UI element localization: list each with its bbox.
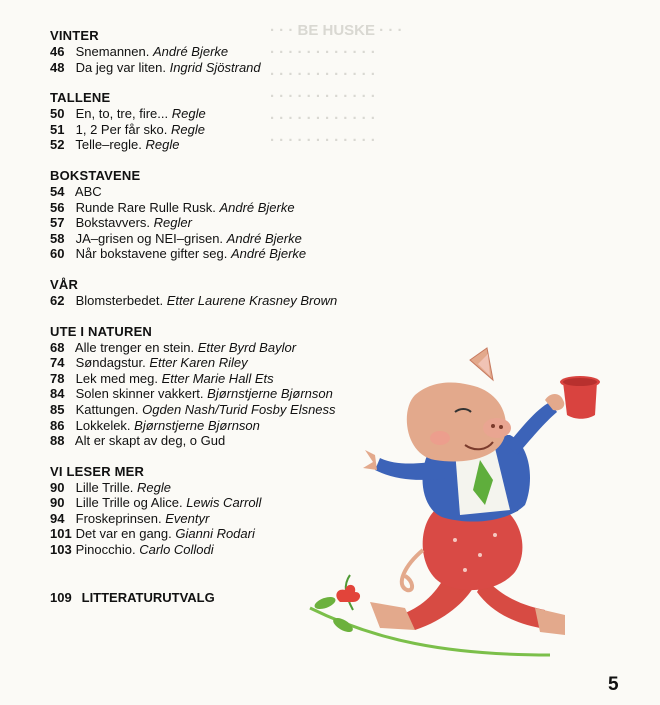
entry-title: 1, 2 Per får sko.	[75, 121, 168, 137]
entry-author: Regle	[137, 479, 172, 495]
page-ref: 101	[50, 526, 72, 542]
page-ref: 50	[50, 106, 65, 122]
toc-entry[interactable]	[50, 60, 337, 76]
entry-title: Blomsterbedet.	[75, 292, 164, 308]
toc-section-tallene	[50, 90, 337, 153]
entry-author: Ogden Nash/Turid Fosby Elsness	[142, 401, 336, 417]
toc-entry[interactable]	[50, 184, 337, 200]
page-ref: 46	[50, 44, 65, 59]
page-ref: 85	[50, 401, 65, 417]
entry-author: Regle	[171, 121, 205, 137]
toc-entry[interactable]	[50, 137, 337, 153]
entry-author: André Bjerke	[231, 246, 307, 262]
page-ref: 94	[50, 510, 65, 526]
page-ref: 84	[50, 386, 65, 402]
toc-entry[interactable]	[50, 215, 337, 231]
page-ref: 109	[50, 590, 72, 605]
page-ref: 90	[50, 479, 65, 495]
entry-title: Da jeg var liten.	[75, 59, 166, 75]
entry-author: Bjørnstjerne Bjørnson	[207, 386, 333, 402]
toc-entry[interactable]	[50, 106, 337, 122]
entry-title: ABC	[74, 183, 102, 199]
entry-title: Lek med meg.	[75, 370, 158, 386]
entry-author: André Bjerke	[219, 199, 295, 215]
entry-author: Gianni Rodari	[175, 526, 255, 542]
section-heading: BOKSTAVENE	[50, 167, 141, 183]
page-ref: 57	[50, 215, 65, 231]
entry-author: André Bjerke	[226, 230, 302, 246]
entry-author: Bjørnstjerne Bjørnson	[134, 417, 260, 433]
page-ref: 90	[50, 495, 65, 511]
entry-author: Ingrid Sjöstrand	[169, 59, 261, 75]
entry-author: Regler	[153, 215, 192, 231]
ghost-line: · · · BE HUSKE · · ·	[270, 22, 403, 39]
toc-entry[interactable]	[50, 122, 337, 138]
entry-author: Carlo Collodi	[139, 542, 214, 558]
page-ref: 88	[50, 433, 65, 449]
entry-title: Froskeprinsen.	[75, 510, 162, 526]
entry-title: Solen skinner vakkert.	[75, 386, 204, 402]
entry-title: Når bokstavene gifter seg.	[75, 246, 228, 262]
ghost-line: · · · · · · · · · · · ·	[270, 88, 376, 105]
page-ref: 103	[50, 542, 72, 558]
entry-author: Regle	[145, 137, 180, 153]
section-heading: VI LESER MER	[50, 463, 145, 479]
page-number: 5	[608, 674, 619, 695]
page-ref: 60	[50, 246, 65, 262]
entry-author: Etter Laurene Krasney Brown	[166, 292, 338, 308]
ghost-line: · · · · · · · · · · · ·	[270, 44, 376, 61]
page-ref: 52	[50, 137, 65, 153]
entry-author: Etter Karen Riley	[149, 355, 248, 371]
toc-section-bokstavene	[50, 168, 337, 262]
page-ref: 48	[50, 59, 65, 75]
entry-title: LITTERATURUTVALG	[81, 590, 215, 605]
page-ref: 58	[50, 230, 65, 246]
entry-title: Pinocchio.	[75, 542, 136, 558]
toc-entry-litteraturutvalg[interactable]	[50, 590, 215, 605]
page-ref: 68	[50, 339, 65, 355]
page-ref: 74	[50, 355, 65, 371]
entry-title: Runde Rare Rulle Rusk.	[75, 199, 216, 215]
section-heading: UTE I NATUREN	[50, 323, 153, 339]
ghost-line: · · · · · · · · · · · ·	[270, 110, 376, 127]
page-ref: 54	[50, 183, 65, 199]
toc-section-var	[50, 277, 337, 309]
entry-author: Etter Marie Hall Ets	[161, 370, 274, 386]
toc-section-vinter	[50, 28, 337, 75]
page-ref: 51	[50, 121, 65, 137]
toc-entry[interactable]	[50, 231, 337, 247]
entry-title: Bokstavvers.	[75, 215, 151, 231]
entry-title: JA–grisen og NEI–grisen.	[75, 230, 224, 246]
entry-title: Snemannen.	[75, 44, 150, 59]
toc-entry[interactable]	[50, 246, 337, 262]
section-heading: TALLENE	[50, 90, 111, 106]
entry-author: Eventyr	[165, 510, 210, 526]
toc-entry[interactable]	[50, 44, 337, 60]
entry-author: Lewis Carroll	[186, 495, 262, 511]
entry-title: Det var en gang.	[75, 526, 172, 542]
entry-author: André Bjerke	[152, 44, 229, 59]
ghost-line: · · · · · · · · · · · ·	[270, 66, 376, 83]
section-heading: VINTER	[50, 28, 99, 43]
entry-author: Etter Byrd Baylor	[197, 339, 297, 355]
section-heading: VÅR	[50, 276, 79, 292]
entry-title: Kattungen.	[75, 401, 139, 417]
ghost-line: · · · · · · · · · · · ·	[270, 132, 376, 149]
toc-entry[interactable]	[50, 293, 337, 309]
toc-entry[interactable]	[50, 200, 337, 216]
page-ref: 62	[50, 292, 65, 308]
page-ref: 56	[50, 199, 65, 215]
pig-with-hat-illustration	[295, 340, 625, 670]
entry-title: En, to, tre, fire...	[75, 106, 169, 122]
entry-title: Søndagstur.	[75, 355, 146, 371]
entry-title: Lille Trille.	[75, 479, 134, 495]
page-ref: 86	[50, 417, 65, 433]
page-ref: 78	[50, 370, 65, 386]
entry-title: Telle–regle.	[75, 137, 142, 153]
entry-title: Lille Trille og Alice.	[75, 495, 183, 511]
entry-title: Alle trenger en stein.	[74, 339, 195, 355]
entry-title: Lokkelek.	[75, 417, 131, 433]
entry-author: Regle	[171, 106, 206, 122]
entry-title: Alt er skapt av deg, o Gud	[74, 433, 226, 449]
